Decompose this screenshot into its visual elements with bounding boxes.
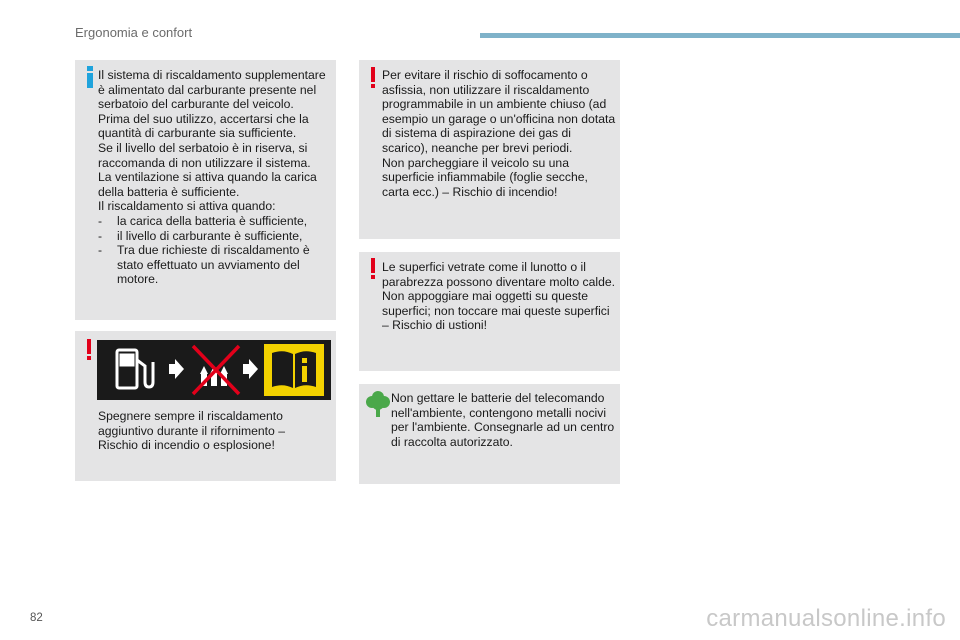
list-item: - il livello di carburante è sufficiente, [98,228,303,243]
warning-paragraph: Per evitare il rischio di soffocamento o asfissia, non utilizzare il riscaldamento programmabile in un ambiente chiuso (ad esempio un garage o un'officina non dotata di sistema di aspirazione dei gas di scarico), neanche per brevi periodi. [382,68,616,155]
info-paragraph: Il riscaldamento si attiva quando: [98,199,276,214]
tree-icon [366,391,390,417]
arrow-icon [243,359,258,379]
burn-warning-text [382,260,618,333]
info-box-text [98,68,334,287]
warning-icon [366,67,380,89]
warning-icon [82,339,96,361]
warning-paragraph: Non appoggiare mai oggetti su queste superfici; non toccare mai queste superfici – Rischio di ustioni! [382,289,610,333]
watermark: carmanualsonline.info [706,605,946,632]
info-icon [85,66,95,88]
info-paragraph: Prima del suo utilizzo, accertarsi che la quantità di carburante sia sufficiente. [98,111,309,141]
info-paragraph: Il sistema di riscaldamento supplementare è alimentato dal carburante presente nel serbatoio del carburante del veicolo. [98,68,326,112]
info-paragraph: La ventilazione si attiva quando la carica della batteria è sufficiente. [98,170,317,199]
section-title: Ergonomia e confort [75,25,193,40]
info-paragraph: Se il livello del serbatoio è in riserva, si raccomanda di non utilizzare il sistema. [98,140,311,170]
refuel-warning-text: Spegnere sempre il riscaldamento aggiuntivo durante il rifornimento – Rischio di incendio o esplosione! [98,409,285,453]
list-item: - la carica della batteria è sufficiente, [98,213,308,228]
pictogram-strip [97,340,331,400]
warning-paragraph: Non parcheggiare il veicolo su una superficie infiammabile (foglie secche, carta ecc.) – Rischio di incendio! [382,155,588,199]
suffocation-warning-text [382,68,616,199]
page-number: 82 [30,612,43,624]
manual-icon [264,344,324,396]
environment-text: Non gettare le batterie del telecomando nell'ambiente, contengono metalli nocivi per l'ambiente. Consegnarle ad un centro di raccolta autorizzato. [391,391,615,449]
list-item: - Tra due richieste di riscaldamento è stato effettuato un avviamento del motore. [98,243,310,287]
fuel-pump-icon [117,350,153,388]
section-accent-bar [480,33,960,38]
no-heating-icon [193,346,239,394]
warning-icon [366,258,380,280]
arrow-icon [169,359,184,379]
warning-paragraph: Le superfici vetrate come il lunotto o il parabrezza possono diventare molto calde. [382,260,616,289]
